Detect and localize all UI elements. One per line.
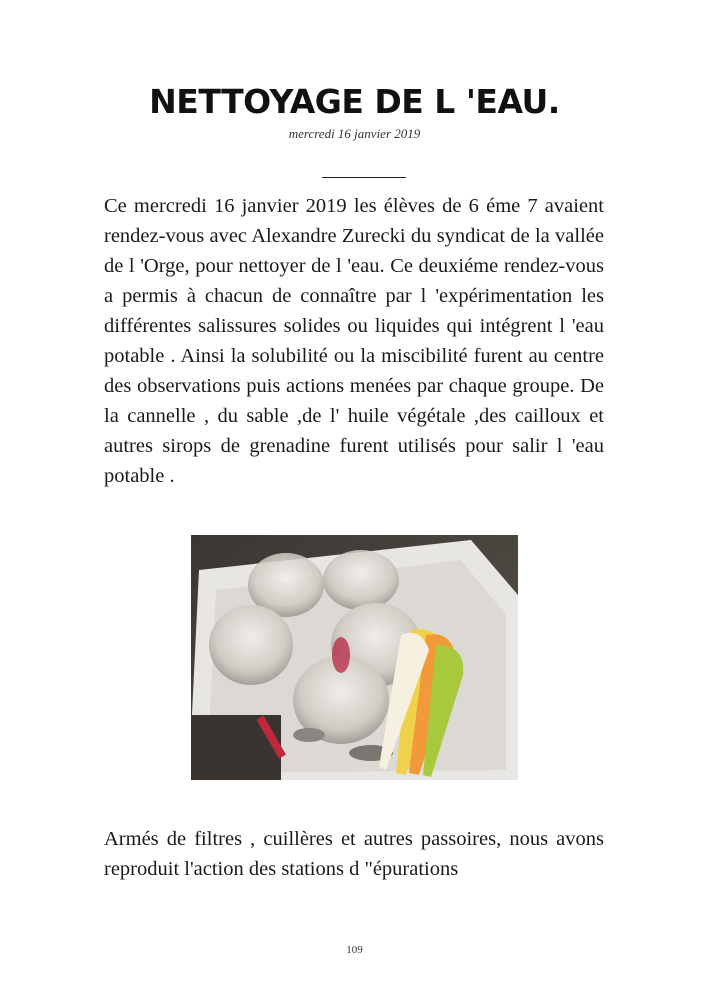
- title-divider: [322, 177, 406, 178]
- article-paragraph-2: Armés de filtres , cuillères et autres passoires, nous avons reproduit l'action des stations d "épurations: [104, 828, 604, 880]
- photo-glasses-in-tray: [191, 535, 518, 780]
- article-paragraph-1: Ce mercredi 16 janvier 2019 les élèves de 6 éme 7 avaient rendez-vous avec Alexandre Zurecki du syndicat de la vallée de l 'Orge, pour nettoyer de l 'eau. Ce deuxiéme rendez-vous a permis à chacun de connaître par l 'expérimentation les différentes salissures solides ou liquides qui intégrent l 'eau potable . Ainsi la solubilité ou la miscibilité furent au centre des observations puis actions menées par chaque groupe. De la cannelle , du sable ,de l' huile végétale ,des cailloux et autres sirops de grenadine furent utilisés pour salir l 'eau potable .: [104, 195, 604, 487]
- page-number: 109: [346, 944, 363, 956]
- article-title: NETTOYAGE DE L 'EAU.: [149, 82, 560, 121]
- article-date: mercredi 16 janvier 2019: [288, 126, 421, 141]
